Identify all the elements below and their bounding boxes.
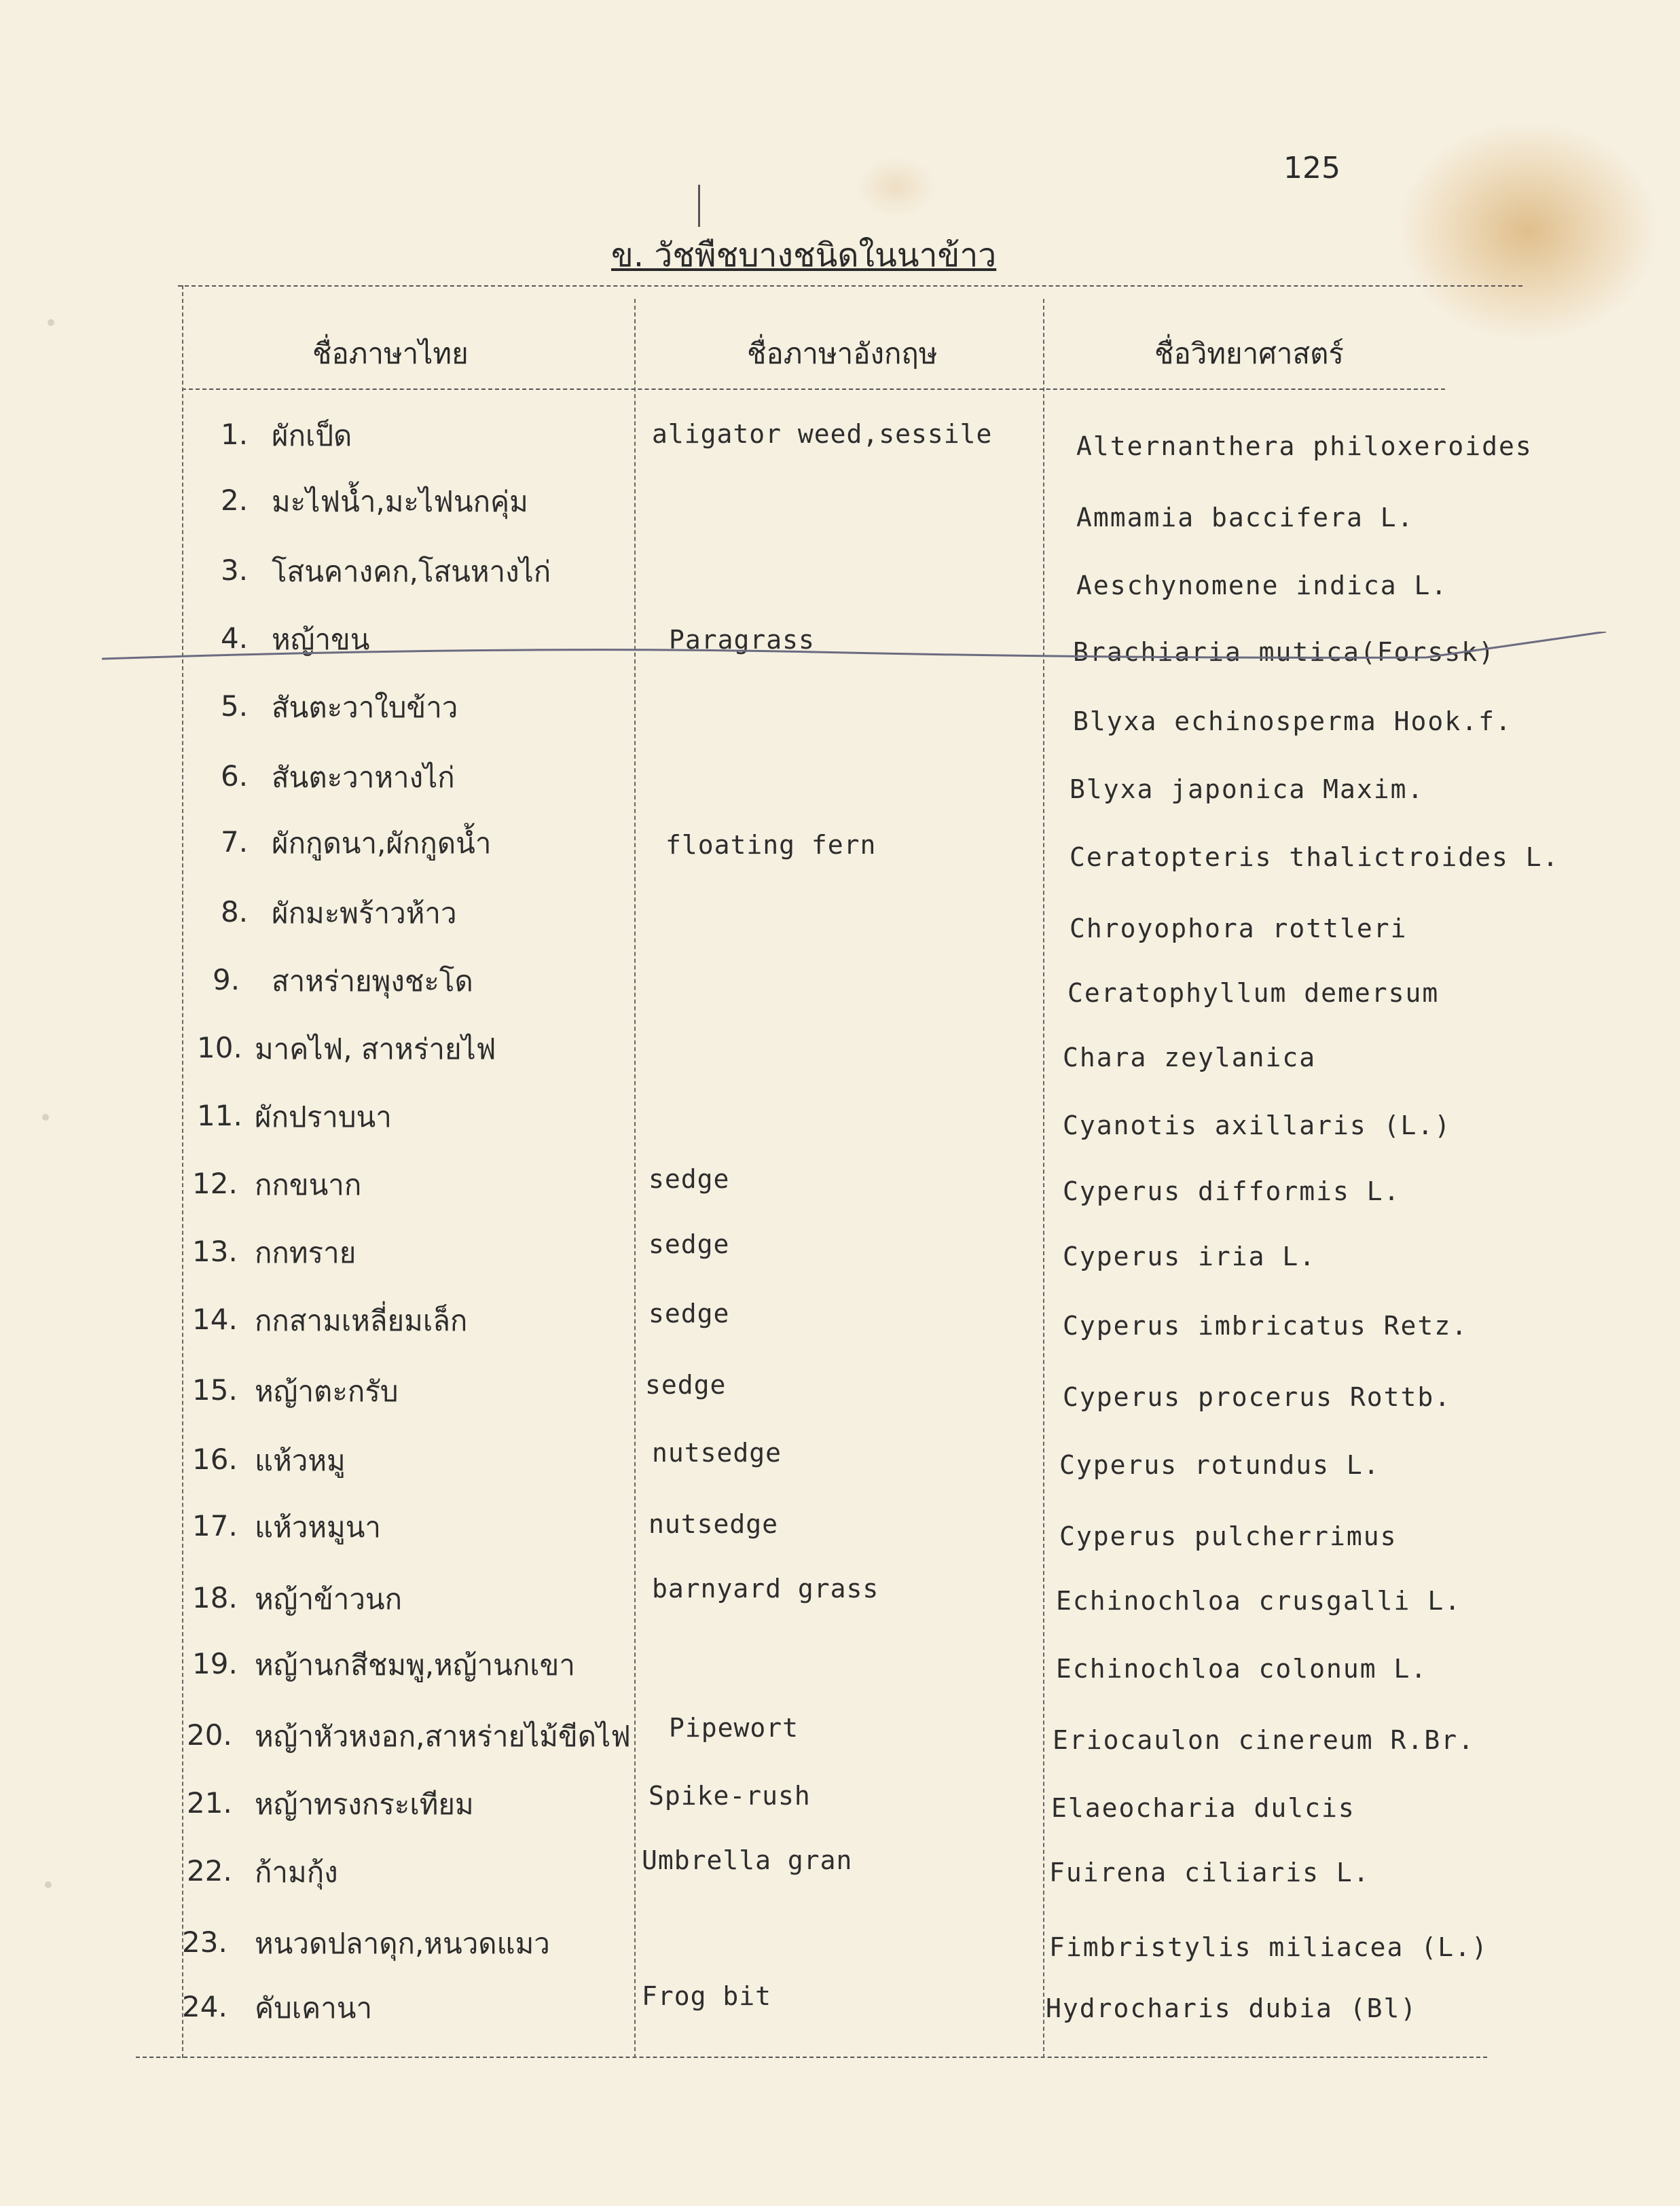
scientific-name: Cyperus iria L. [1063,1242,1317,1271]
row-number: 23. [182,1925,227,1959]
pencil-tick [698,185,700,227]
row-number: 17. [192,1509,238,1542]
thai-name: สาหร่ายพุงชะโด [272,964,473,998]
thai-name: สันตะวาหางไก่ [272,761,455,794]
row-number: 1. [221,418,249,451]
row-number: 13. [192,1235,238,1268]
row-number: 20. [187,1718,232,1752]
table-left-border [182,285,183,2058]
scientific-name: Ammamia baccifera L. [1076,503,1414,532]
scientific-name: Aeschynomene indica L. [1076,571,1448,600]
row-number: 5. [221,689,249,723]
english-name: sedge [649,1164,730,1194]
thai-name: กกสามเหลี่ยมเล็ก [255,1304,468,1337]
thai-name: ก้ามกุ้ง [255,1856,338,1889]
column-divider-1 [634,299,636,2058]
thai-name: ผักปราบนา [255,1100,392,1134]
punch-mark [48,319,54,326]
row-number: 16. [192,1443,238,1476]
english-name: sedge [649,1299,730,1328]
english-name: Frog bit [642,1981,772,2011]
water-stain [856,156,937,217]
table-title: ข. วัชพืชบางชนิดในนาข้าว [611,236,997,274]
thai-name: ผักกูดนา,ผักกูดน้ำ [272,827,492,860]
english-name: sedge [649,1229,730,1259]
row-number: 9. [213,963,240,996]
thai-name: หนวดปลาดุก,หนวดแมว [255,1927,550,1960]
header-english-name: ชื่อภาษาอังกฤษ [747,337,938,370]
scientific-name: Blyxa japonica Maxim. [1070,774,1425,804]
row-number: 24. [182,1990,227,2023]
thai-name: มะไฟน้ำ,มะไฟนกคุ่ม [272,485,528,518]
thai-name: หญ้าตะกรับ [255,1375,399,1408]
water-stain [1399,122,1657,340]
english-name: floating fern [665,830,877,860]
row-number: 22. [187,1854,232,1887]
english-name: nutsedge [652,1438,782,1468]
scientific-name: Cyanotis axillaris (L.) [1063,1110,1452,1140]
punch-mark [42,1114,49,1121]
column-divider-2 [1043,299,1044,2058]
row-number: 19. [192,1647,238,1680]
scientific-name: Echinochloa crusgalli L. [1056,1586,1462,1616]
thai-name: หญ้าทรงกระเทียม [255,1788,474,1821]
thai-name: คับเคานา [255,1991,373,2025]
row-number: 11. [197,1099,242,1132]
thai-name: แห้วหมูนา [255,1511,382,1544]
row-number: 21. [187,1786,232,1820]
scientific-name: Fuirena ciliaris L. [1049,1858,1370,1887]
english-name: aligator weed,sessile [652,419,993,449]
english-name: barnyard grass [652,1574,879,1604]
scientific-name: Cyperus rotundus L. [1059,1450,1381,1480]
row-number: 12. [192,1167,238,1200]
row-number: 4. [221,621,249,655]
table-top-border [178,285,1522,287]
row-number: 14. [192,1303,238,1336]
page-number: 125 [1283,151,1340,185]
thai-name: ผักมะพร้าวห้าว [272,897,457,930]
row-number: 18. [192,1581,238,1614]
english-name: Spike-rush [649,1781,811,1811]
scientific-name: Eriocaulon cinereum R.Br. [1053,1725,1475,1755]
thai-name: แห้วหมู [255,1444,346,1477]
scientific-name: Chara zeylanica [1063,1043,1317,1072]
scientific-name: Blyxa echinosperma Hook.f. [1073,706,1512,736]
english-name: Paragrass [669,625,815,655]
english-name: Umbrella gran [642,1845,853,1875]
thai-name: สันตะวาใบข้าว [272,691,458,724]
row-number: 3. [221,554,249,587]
scientific-name: Hydrocharis dubia (Bl) [1046,1993,1418,2023]
strike-through-mark [102,632,1616,679]
scientific-name: Elaeocharia dulcis [1051,1793,1355,1823]
scientific-name: Cyperus pulcherrimus [1059,1521,1398,1551]
thai-name: หญ้าข้าวนก [255,1583,403,1616]
scientific-name: Chroyophora rottleri [1070,914,1408,943]
thai-name: หญ้านกสีชมพู,หญ้านกเขา [255,1648,575,1682]
row-number: 2. [221,484,249,517]
scientific-name: Echinochloa colonum L. [1056,1654,1428,1684]
english-name: sedge [645,1370,727,1400]
row-number: 7. [221,825,249,858]
scientific-name: Cyperus imbricatus Retz. [1063,1311,1469,1341]
thai-name: กกทราย [255,1236,357,1269]
thai-name: โสนคางคก,โสนหางไก่ [272,555,551,588]
thai-name: หญ้าขน [272,623,370,656]
scientific-name: Ceratopteris thalictroides L. [1070,842,1560,872]
thai-name: หญ้าหัวหงอก,สาหร่ายไม้ขีดไฟ [255,1720,631,1753]
row-number: 6. [221,759,249,793]
thai-name: ผักเป็ด [272,419,352,452]
scientific-name: Cyperus procerus Rottb. [1063,1382,1452,1412]
thai-name: กกขนาก [255,1168,362,1201]
table-bottom-border [136,2057,1487,2058]
english-name: Pipewort [669,1713,799,1743]
scientific-name: Alternanthera philoxeroides [1076,431,1533,461]
header-thai-name: ชื่อภาษาไทย [312,337,469,370]
scientific-name: Ceratophyllum demersum [1067,978,1440,1008]
scientific-name: Brachiaria mutica(Forssk) [1073,637,1495,667]
english-name: nutsedge [649,1509,779,1539]
row-number: 10. [197,1031,242,1064]
scientific-name: Fimbristylis miliacea (L.) [1049,1932,1489,1962]
punch-mark [45,1881,52,1888]
header-divider [182,388,1445,390]
header-scientific-name: ชื่อวิทยาศาสตร์ [1154,337,1344,370]
row-number: 15. [192,1373,238,1407]
row-number: 8. [221,895,249,928]
scientific-name: Cyperus difformis L. [1063,1176,1401,1206]
thai-name: มาคไฟ, สาหร่ายไฟ [255,1032,496,1066]
